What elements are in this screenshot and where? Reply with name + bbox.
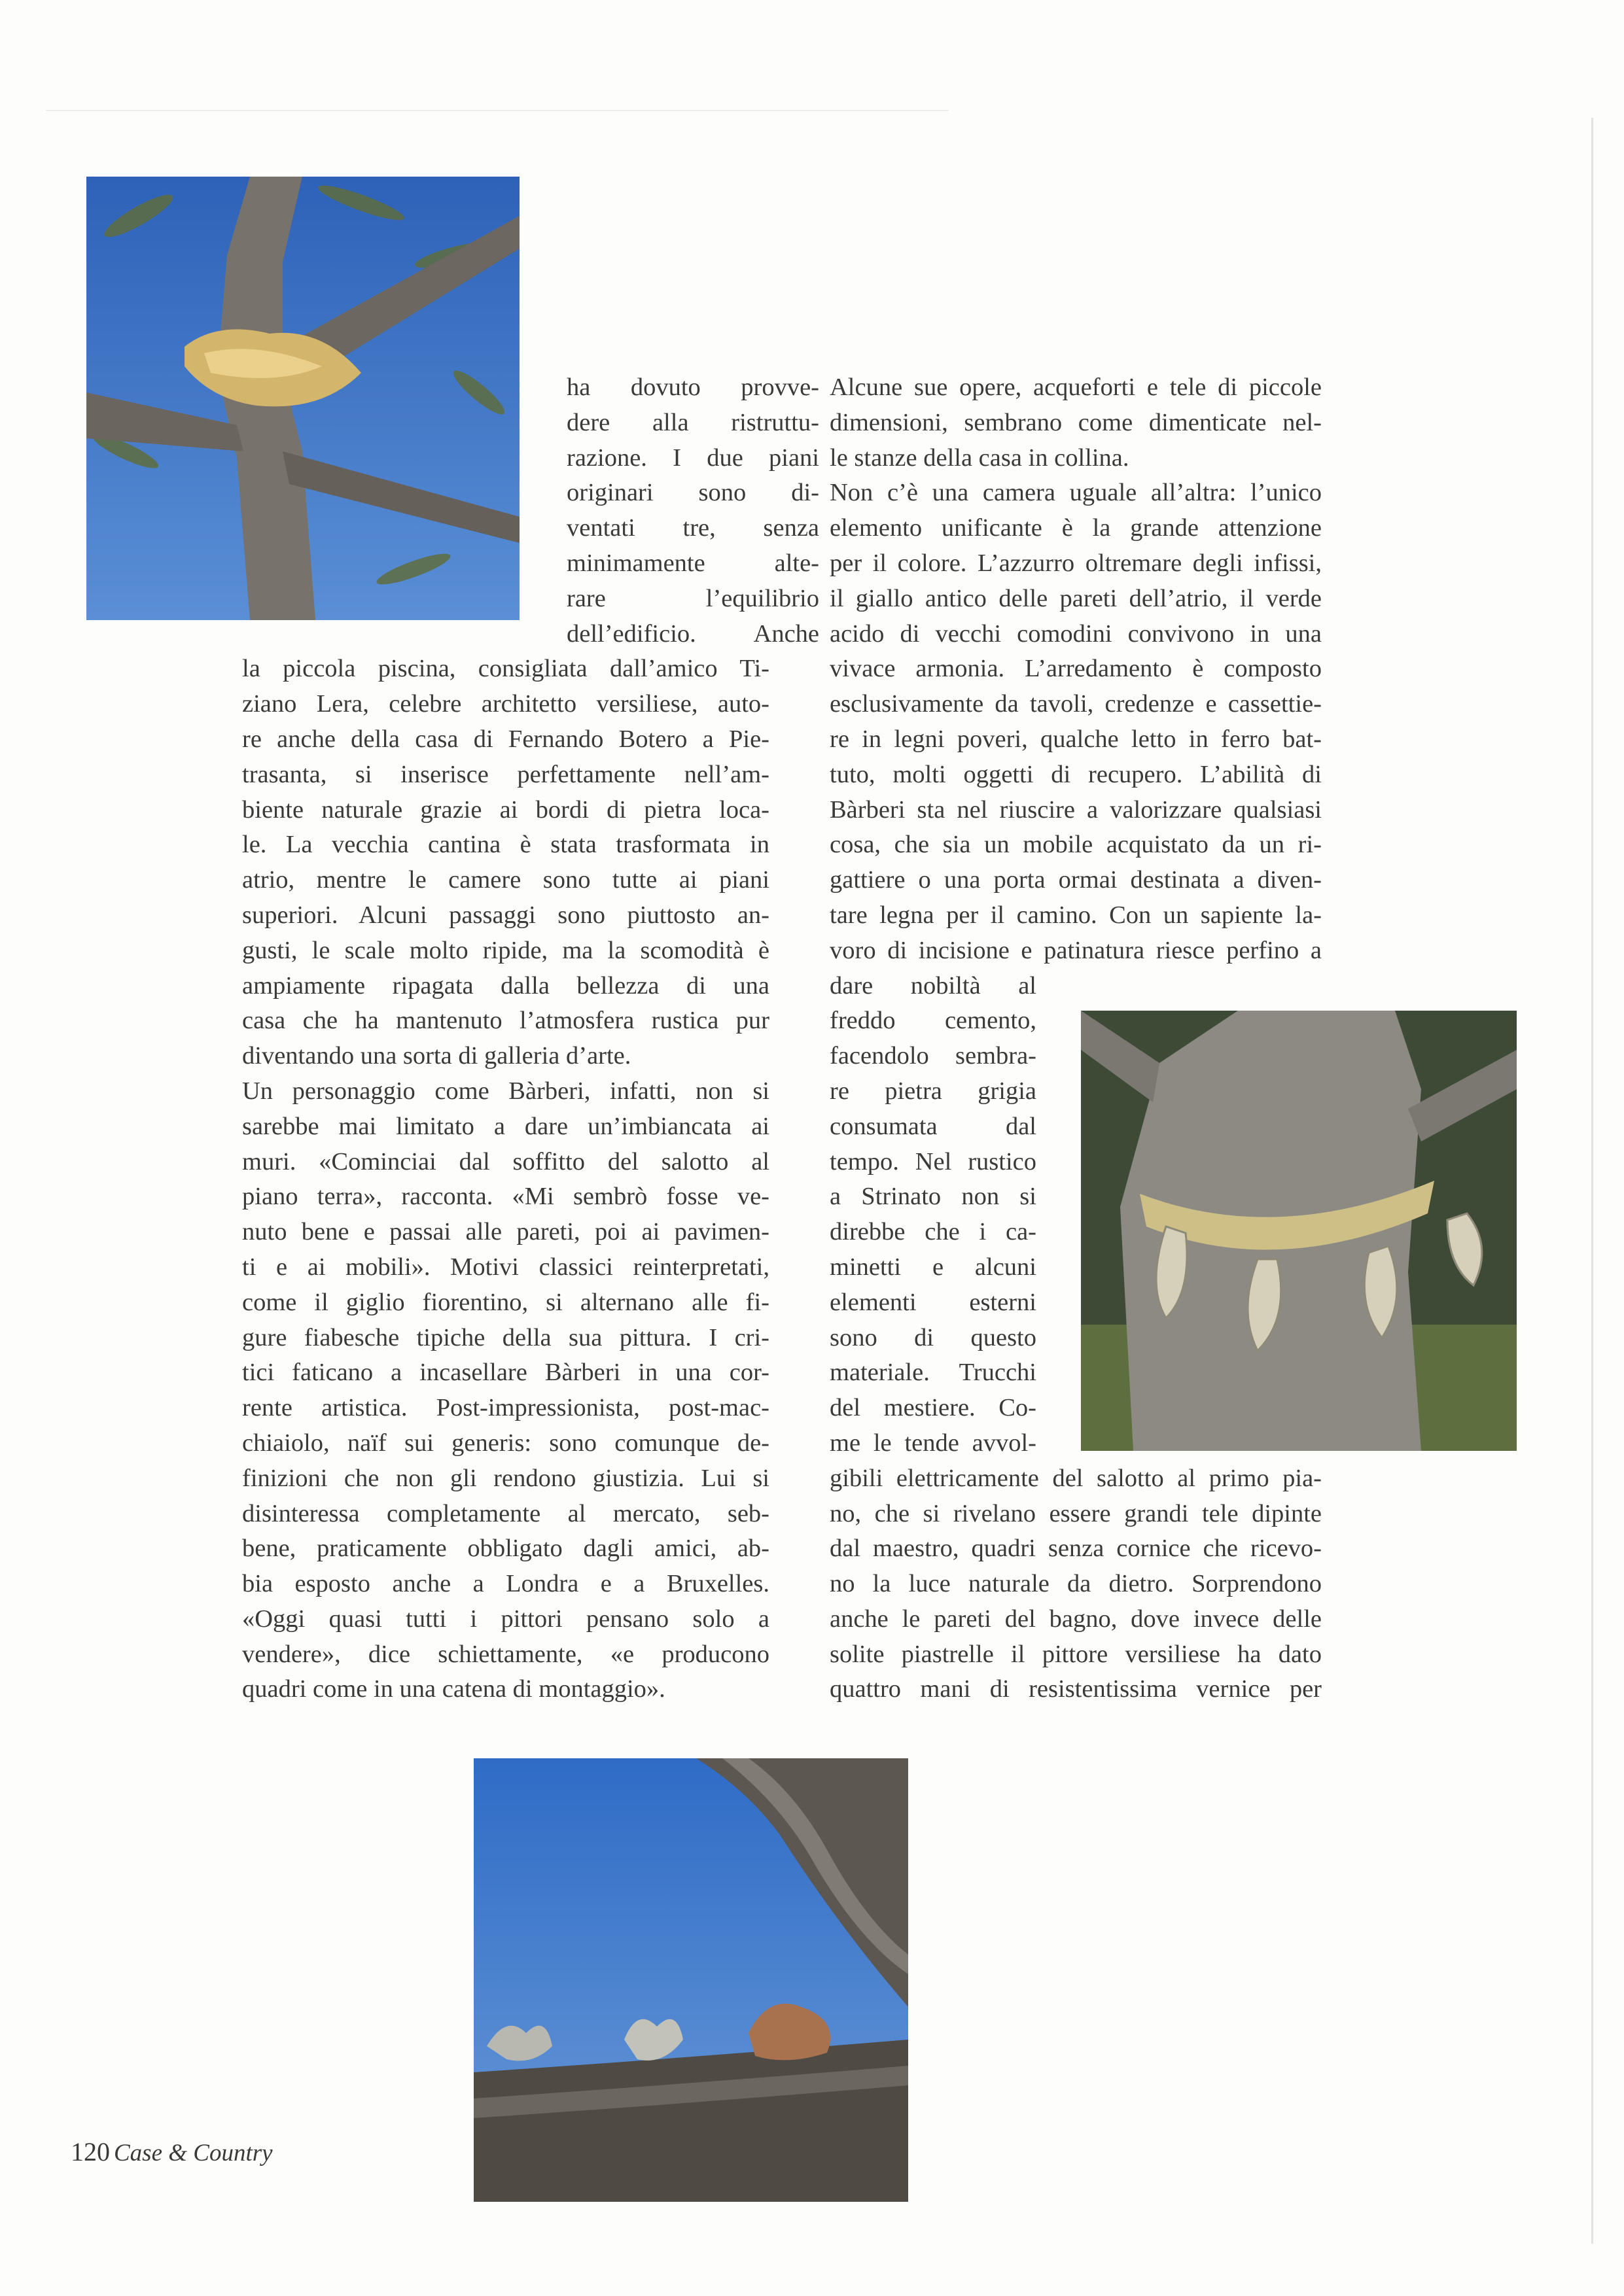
text-line: bene, praticamente obbligato dagli amici, ab- <box>242 1535 769 1563</box>
text-line: elemento unificante è la grande attenzione <box>830 514 1322 542</box>
text-line: atrio, mentre le camere sono tutte ai piani <box>242 866 769 894</box>
text-line: tempo. Nel rustico <box>830 1147 1036 1175</box>
text-line: chiaiolo, naïf sui generis: sono comunque de- <box>242 1429 769 1457</box>
text-line: dell’edificio. Anche <box>567 619 819 648</box>
text-line: minimamente alte- <box>567 549 819 577</box>
text-line: «Oggi quasi tutti i pittori pensano solo a <box>242 1605 769 1633</box>
text-line: sono di questo <box>830 1323 1036 1351</box>
text-line: Bàrberi sta nel riuscire a valorizzare qualsiasi <box>830 795 1322 824</box>
text-line: la piccola piscina, consigliata dall’amico Ti- <box>242 655 769 683</box>
text-line: esclusivamente da tavoli, credenze e cassettie- <box>830 690 1322 718</box>
text-line: diventando una sorta di galleria d’arte. <box>242 1042 631 1070</box>
text-line: casa che ha mantenuto l’atmosfera rustica pur <box>242 1007 769 1035</box>
text-line: trasanta, si inserisce perfettamente nell’am- <box>242 760 769 788</box>
text-line: superiori. Alcuni passaggi sono piuttosto an- <box>242 901 769 929</box>
text-line: gibili elettricamente del salotto al primo pia- <box>830 1464 1322 1492</box>
text-line: ha dovuto provve- <box>567 374 819 401</box>
text-line: direbbe che i ca- <box>830 1218 1036 1246</box>
text-line: Un personaggio come Bàrberi, infatti, non si <box>242 1077 769 1105</box>
text-line: finizioni che non gli rendono giustizia. Lui si <box>242 1464 769 1492</box>
text-column-left <box>242 370 819 1744</box>
text-line: facendolo sembra- <box>830 1042 1036 1070</box>
text-line: me le tende avvol- <box>830 1429 1036 1457</box>
photo-rings-on-branch <box>474 1758 908 2202</box>
text-line: vivace armonia. L’arredamento è composto <box>830 655 1322 683</box>
text-line: quattro mani di resistentissima vernice per <box>830 1675 1322 1703</box>
page-number: 120 <box>71 2137 110 2166</box>
text-line: dare nobiltà al <box>830 971 1036 1000</box>
text-line: vendere», dice schiettamente, «e producono <box>242 1640 769 1668</box>
text-line: dal maestro, quadri senza cornice che ricevo- <box>830 1535 1322 1563</box>
text-line: le stanze della casa in collina. <box>830 444 1129 472</box>
text-line: re anche della casa di Fernando Botero a Pie- <box>242 725 769 753</box>
text-line: a Strinato non si <box>830 1183 1036 1211</box>
text-line: tici faticano a incasellare Bàrberi in una cor- <box>242 1359 769 1387</box>
text-line: gure fiabesche tipiche della sua pittura. I cri- <box>242 1323 769 1351</box>
text-line: gusti, le scale molto ripide, ma la scomodità è <box>242 936 769 964</box>
text-line: bia esposto anche a Londra e a Bruxelles. <box>242 1570 769 1598</box>
text-line: tare legna per il camino. Con un sapiente la- <box>830 901 1322 929</box>
text-line: cosa, che sia un mobile acquistato da un ri- <box>830 831 1322 859</box>
text-line: rare l’equilibrio <box>567 584 819 612</box>
text-line: freddo cemento, <box>830 1007 1036 1035</box>
text-line: tuto, molti oggetti di recupero. L’abilità di <box>830 760 1322 788</box>
text-line: del mestiere. Co- <box>830 1394 1036 1422</box>
text-line: voro di incisione e patinatura riesce perfino a <box>830 936 1322 964</box>
text-line: dere alla ristruttu- <box>567 408 819 436</box>
text-line: acido di vecchi comodini convivono in una <box>830 619 1322 648</box>
text-line: anche le pareti del bagno, dove invece delle <box>830 1605 1322 1633</box>
text-line: biente naturale grazie ai bordi di pietra loca- <box>242 795 769 824</box>
scan-edge-line <box>46 110 949 111</box>
text-line: per il colore. L’azzurro oltremare degli infissi, <box>830 549 1322 577</box>
text-line: no la luce naturale da dietro. Sorprendono <box>830 1570 1322 1598</box>
text-line: solite piastrelle il pittore versiliese ha dato <box>830 1640 1322 1668</box>
text-line: ti e ai mobili». Motivi classici reinterpretati, <box>242 1253 769 1281</box>
text-line: disinteressa completamente al mercato, seb- <box>242 1499 769 1527</box>
text-line: come il giglio fiorentino, si alternano alle fi- <box>242 1288 769 1316</box>
text-column-right <box>830 370 1322 1744</box>
text-line: gattiere o una porta ormai destinata a diven- <box>830 866 1322 894</box>
text-line: Non c’è una camera uguale all’altra: l’unico <box>830 479 1322 507</box>
text-line: no, che si rivelano essere grandi tele dipinte <box>830 1499 1322 1527</box>
magazine-name: Case & Country <box>114 2140 273 2166</box>
text-line: ventati tre, senza <box>567 514 819 542</box>
text-line: il giallo antico delle pareti dell’atrio, il verde <box>830 584 1322 612</box>
text-line: minetti e alcuni <box>830 1253 1036 1281</box>
text-line: consumata dal <box>830 1112 1036 1140</box>
text-line: razione. I due piani <box>567 444 819 472</box>
text-line: re in legni poveri, qualche letto in ferro bat- <box>830 725 1322 753</box>
text-line: quadri come in una catena di montaggio». <box>242 1675 665 1703</box>
text-line: sarebbe mai limitato a dare un’imbiancata ai <box>242 1112 769 1140</box>
text-line: originari sono di- <box>567 479 819 507</box>
text-line: rente artistica. Post-impressionista, post-mac- <box>242 1394 769 1422</box>
text-line: ziano Lera, celebre architetto versiliese, auto- <box>242 690 769 718</box>
text-line: Alcune sue opere, acqueforti e tele di piccole <box>830 374 1322 401</box>
text-line: materiale. Trucchi <box>830 1359 1036 1387</box>
text-line: dimensioni, sembrano come dimenticate nel- <box>830 408 1322 436</box>
text-line: nuto bene e passai alle pareti, poi ai pavimen- <box>242 1218 769 1246</box>
text-line: re pietra grigia <box>830 1077 1036 1105</box>
text-line: ampiamente ripagata dalla bellezza di una <box>242 971 769 1000</box>
text-line: elementi esterni <box>830 1288 1036 1316</box>
text-line: muri. «Cominciai dal soffitto del salotto al <box>242 1147 769 1175</box>
text-line: piano terra», racconta. «Mi sembrò fosse ve- <box>242 1183 769 1211</box>
text-line: le. La vecchia cantina è stata trasformata in <box>242 831 769 859</box>
page-gutter-shadow <box>1591 118 1593 2244</box>
page-folio <box>71 2136 273 2167</box>
